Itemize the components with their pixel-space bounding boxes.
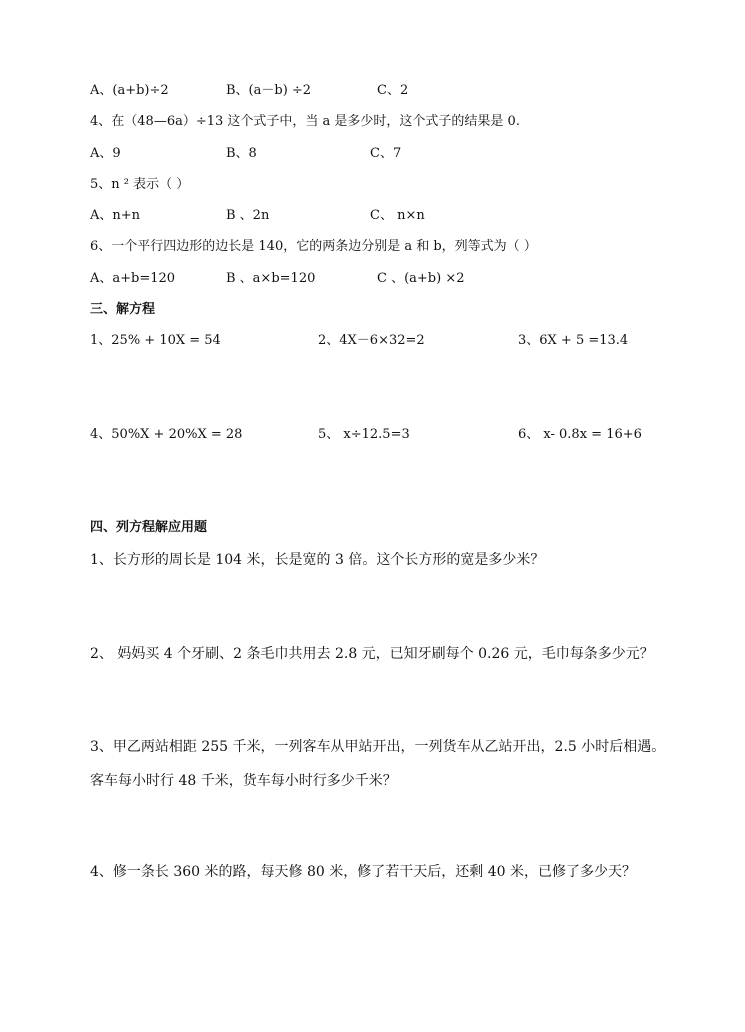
- section4-title: 四、列方程解应用题: [90, 520, 208, 535]
- q4-option-b: B、8: [226, 146, 257, 161]
- section3-title: 三、解方程: [90, 302, 156, 317]
- q5-option-a: A、n+n: [90, 208, 141, 223]
- problem-2: 2、 妈妈买 4 个牙刷、2 条毛巾共用去 2.8 元，已知牙刷每个 0.26 元，毛巾每条多少元？: [90, 646, 654, 662]
- problem-1: 1、长方形的周长是 104 米，长是宽的 3 倍。这个长方形的宽是多少米？: [90, 552, 545, 568]
- q4-option-a: A、9: [90, 146, 121, 161]
- problem-3-line-2: 客车每小时行 48 千米，货车每小时行多少千米？: [90, 773, 397, 789]
- problem-4: 4、修一条长 360 米的路，每天修 80 米，修了若干天后，还剩 40 米，已修了多少天？: [90, 864, 636, 880]
- equation-1: 1、25% + 10X = 54: [90, 333, 221, 348]
- equation-6: 6、 x- 0.8x = 16+6: [518, 427, 642, 442]
- q4-question: 4、在（48—6a）÷13 这个式子中，当 a 是多少时，这个式子的结果是 0.: [90, 114, 520, 129]
- q6-option-c: C 、(a+b) ×2: [377, 271, 465, 286]
- equation-4: 4、50%X + 20%X = 28: [90, 427, 243, 442]
- q3-option-b: B、(a－b) ÷2: [226, 83, 312, 98]
- q3-option-c: C、2: [377, 83, 409, 98]
- equation-2: 2、4X－6×32=2: [318, 333, 425, 348]
- q5-option-c: C、 n×n: [370, 208, 425, 223]
- problem-3-line-1: 3、甲乙两站相距 255 千米，一列客车从甲站开出，一列货车从乙站开出，2.5 小时后相遇。: [90, 739, 666, 755]
- equation-3: 3、6X + 5 =13.4: [518, 333, 629, 348]
- q6-option-b: B 、a×b=120: [226, 271, 316, 286]
- equation-5: 5、 x÷12.5=3: [318, 427, 410, 442]
- q4-option-c: C、7: [370, 146, 402, 161]
- q6-option-a: A、a+b=120: [90, 271, 176, 286]
- q5-option-b: B 、2n: [226, 208, 270, 223]
- q6-question: 6、一个平行四边形的边长是 140，它的两条边分别是 a 和 b，列等式为（ ）: [90, 239, 537, 254]
- q3-option-a: A、(a+b)÷2: [90, 83, 169, 98]
- q5-question: 5、n ² 表示（ ）: [90, 177, 190, 192]
